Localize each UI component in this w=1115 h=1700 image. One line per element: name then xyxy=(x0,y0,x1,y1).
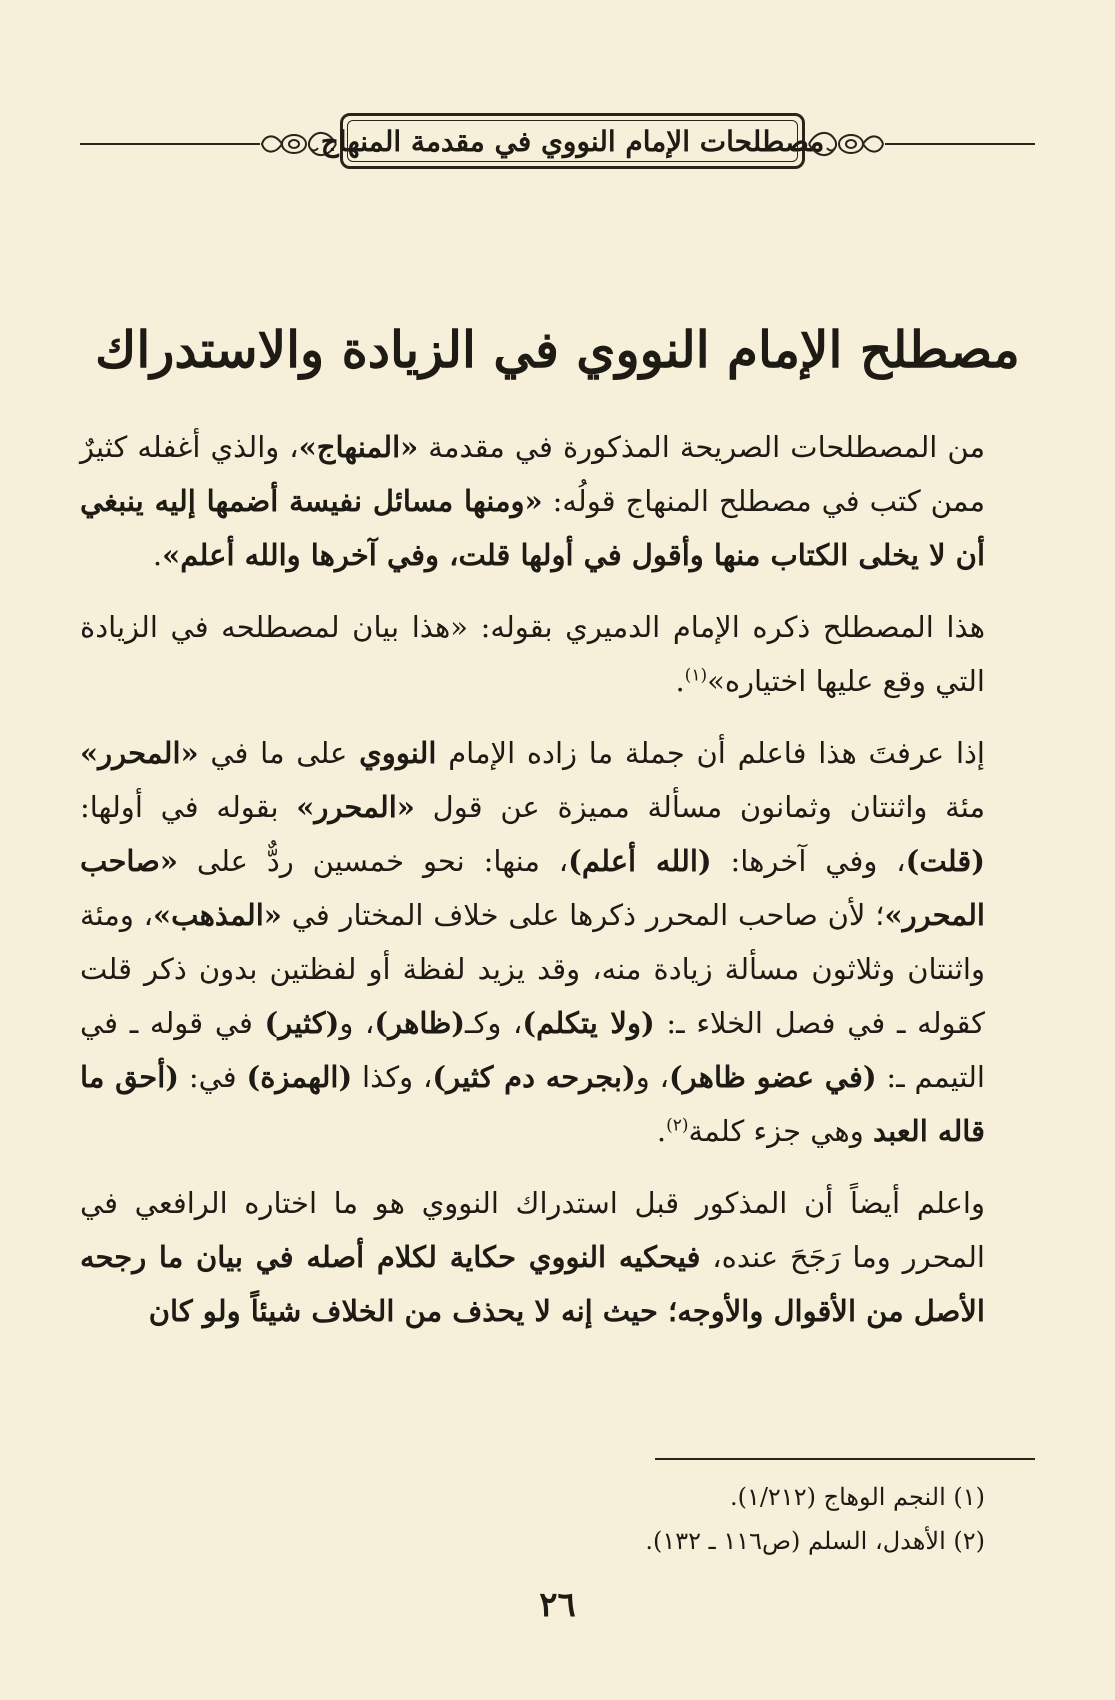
bold-span: (قلت) xyxy=(905,844,985,878)
bold-span: «المحرر» xyxy=(80,736,199,770)
text-span: بقوله في أولها: xyxy=(80,790,297,824)
body-text xyxy=(80,420,985,1356)
bold-span: «المحرر» xyxy=(296,790,415,824)
footnotes xyxy=(80,1475,985,1563)
paragraph-1 xyxy=(80,420,985,582)
footnote-2: (٢) الأهدل، السلم (ص١١٦ ـ ١٣٢). xyxy=(645,1527,985,1555)
bold-span: (أحق ما قاله العبد xyxy=(80,1060,985,1148)
text-span: . xyxy=(152,538,163,572)
bold-span: (في عضو ظاهر) xyxy=(668,1060,877,1094)
header-title: مصطلحات الإمام النووي في مقدمة المنهاج xyxy=(320,124,825,158)
bold-span: (بجرحه دم كثير) xyxy=(432,1060,636,1094)
text-span: في: xyxy=(179,1060,247,1094)
bold-span: النووي xyxy=(359,736,437,770)
text-span: . xyxy=(656,1114,667,1148)
header-title-frame xyxy=(320,113,825,169)
text-span: ، وكذا xyxy=(352,1060,433,1094)
text-span: ، و xyxy=(339,1006,375,1040)
footnote-ref-2: (٢) xyxy=(666,1115,689,1136)
text-span: . xyxy=(675,664,685,698)
bold-span: فيحكيه النووي حكاية لكلام أصله في بيان ما رجحه الأصل من الأقوال والأوجه؛ حيث إنه لا يحذف من الخلاف شيئاً ولو كان xyxy=(80,1240,985,1328)
bold-span: (الهمزة) xyxy=(246,1060,353,1094)
chapter-title: مصطلح الإمام النووي في الزيادة والاستدراك xyxy=(95,320,1020,379)
bold-span: «صاحب المحرر» xyxy=(80,844,985,932)
text-span: من المصطلحات الصريحة المذكورة في مقدمة xyxy=(418,430,985,464)
paragraph-4 xyxy=(80,1176,985,1338)
text-span: ، منها: نحو خمسين ردٌّ على xyxy=(178,844,569,878)
text-span: على ما في xyxy=(198,736,360,770)
bold-span: (ظاهر) xyxy=(374,1006,466,1040)
bold-span: (ولا يتكلم) xyxy=(522,1006,655,1040)
text-span: إذا عرفتَ هذا فاعلم أن جملة ما زاده الإمام xyxy=(436,736,985,770)
text-span: ؛ لأن صاحب المحرر ذكرها على خلاف المختار في xyxy=(281,898,885,932)
text-span: ، والذي أغفله كثيرٌ ممن كتب في مصطلح المنهاج قولُه: xyxy=(80,430,985,518)
text-span: ، و xyxy=(635,1060,669,1094)
running-header xyxy=(80,110,1035,178)
footnote-1: (١) النجم الوهاج (١/٢١٢). xyxy=(729,1483,985,1511)
paragraph-2 xyxy=(80,600,985,708)
quote-bold: «ومنها مسائل نفيسة أضمها إليه ينبغي أن لا يخلى الكتاب منها وأقول في أولها قلت، وفي آخرها والله أعلم» xyxy=(80,484,985,572)
text-span: مئة واثنتان وثمانون مسألة مميزة عن قول xyxy=(414,790,985,824)
text-span: ، وفي آخرها: xyxy=(711,844,906,878)
header-rule-left xyxy=(80,143,260,145)
text-span: وهي جزء كلمة xyxy=(688,1114,873,1148)
text-span: ، وكـ xyxy=(465,1006,523,1040)
bold-span: «المذهب» xyxy=(152,898,282,932)
text-span: هذا المصطلح ذكره الإمام الدميري بقوله: «هذا بيان لمصطلحه في الزيادة التي وقع عليها اختياره» xyxy=(80,610,985,698)
bold-span: (كثير) xyxy=(264,1006,340,1040)
footnote-ref-1: (١) xyxy=(684,665,708,686)
bold-span: «المنهاج» xyxy=(298,430,419,464)
footnote-separator xyxy=(655,1458,1035,1460)
text-span: في قوله ـ في التيمم ـ: xyxy=(80,1006,985,1094)
header-rule-right xyxy=(885,143,1035,145)
page-number: ٢٦ xyxy=(539,1585,576,1625)
bold-span: (الله أعلم) xyxy=(568,844,712,878)
paragraph-3 xyxy=(80,726,985,1158)
text-span: واعلم أيضاً أن المذكور قبل استدراك النووي هو ما اختاره الرافعي في المحرر وما رَجَحَ عنده، xyxy=(80,1186,985,1274)
text-span: ، ومئة واثنتان وثلاثون مسألة زيادة منه، وقد يزيد لفظة أو لفظتين بدون ذكر قلت كقوله ـ في فصل الخلاء ـ: xyxy=(80,898,985,1040)
ornament-icon-right xyxy=(807,120,887,168)
